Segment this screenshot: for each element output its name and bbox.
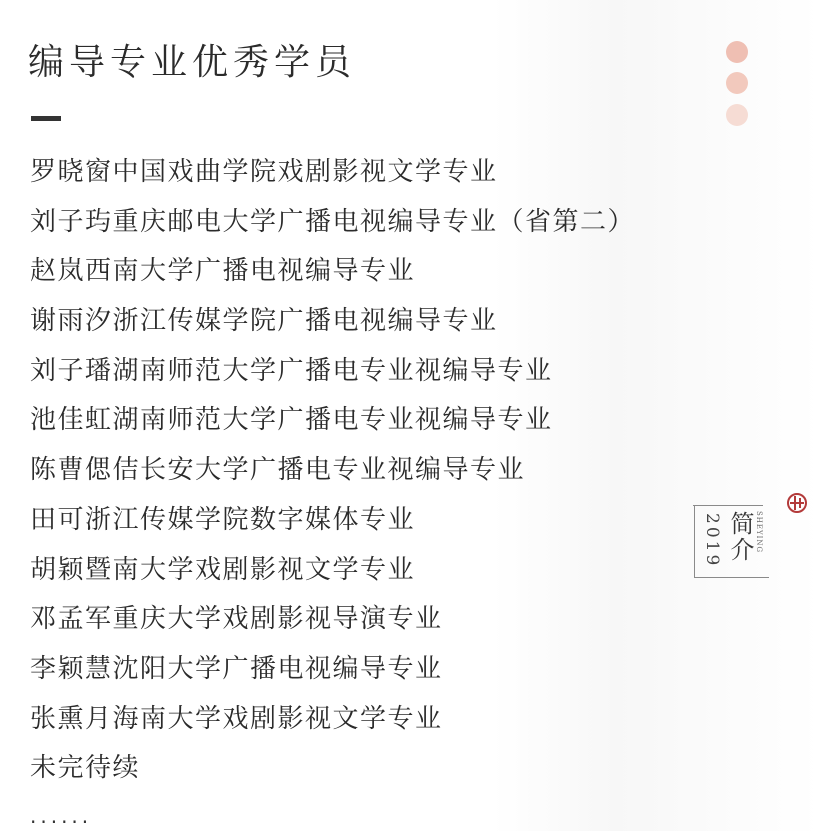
- continuation-ellipsis: ......: [30, 804, 93, 828]
- stamp-year: 2019: [702, 513, 722, 569]
- list-item: 刘子玙重庆邮电大学广播电视编导专业（省第二）: [30, 206, 636, 237]
- list-item: 胡颖暨南大学戏剧影视文学专业: [30, 554, 416, 585]
- stamp-subtitle: SHEYING: [755, 511, 763, 554]
- list-item: 谢雨汐浙江传媒学院广播电视编导专业: [30, 306, 498, 337]
- stamp-top-rule: [693, 505, 763, 506]
- list-item: 陈曹偲佶长安大学广播电专业视编导专业: [30, 455, 526, 486]
- list-item: 未完待续: [30, 753, 141, 784]
- list-item: 池佳虹湖南师范大学广播电专业视编导专业: [30, 405, 553, 436]
- monogram-emblem-icon: [786, 492, 808, 514]
- title-underline: [31, 116, 61, 121]
- list-item: 刘子璠湖南师范大学广播电专业视编导专业: [30, 355, 553, 386]
- dot-icon: [726, 41, 748, 63]
- dot-icon: [726, 104, 748, 126]
- list-item: 赵岚西南大学广播电视编导专业: [30, 256, 416, 287]
- stamp-title: 简介: [726, 511, 754, 563]
- list-item: 罗晓窗中国戏曲学院戏剧影视文学专业: [30, 157, 498, 187]
- student-list: [30, 148, 635, 794]
- list-item: 邓孟军重庆大学戏剧影视导演专业: [30, 604, 443, 635]
- list-item: 张熏月海南大学戏剧影视文学专业: [30, 703, 443, 734]
- page-title: 编导专业优秀学员: [28, 42, 357, 83]
- intro-stamp: [694, 505, 769, 578]
- list-item: 田可浙江传媒学院数字媒体专业: [30, 504, 416, 535]
- list-item: 李颖慧沈阳大学广播电视编导专业: [30, 653, 443, 684]
- decorative-dots: [726, 40, 750, 130]
- dot-icon: [726, 72, 748, 94]
